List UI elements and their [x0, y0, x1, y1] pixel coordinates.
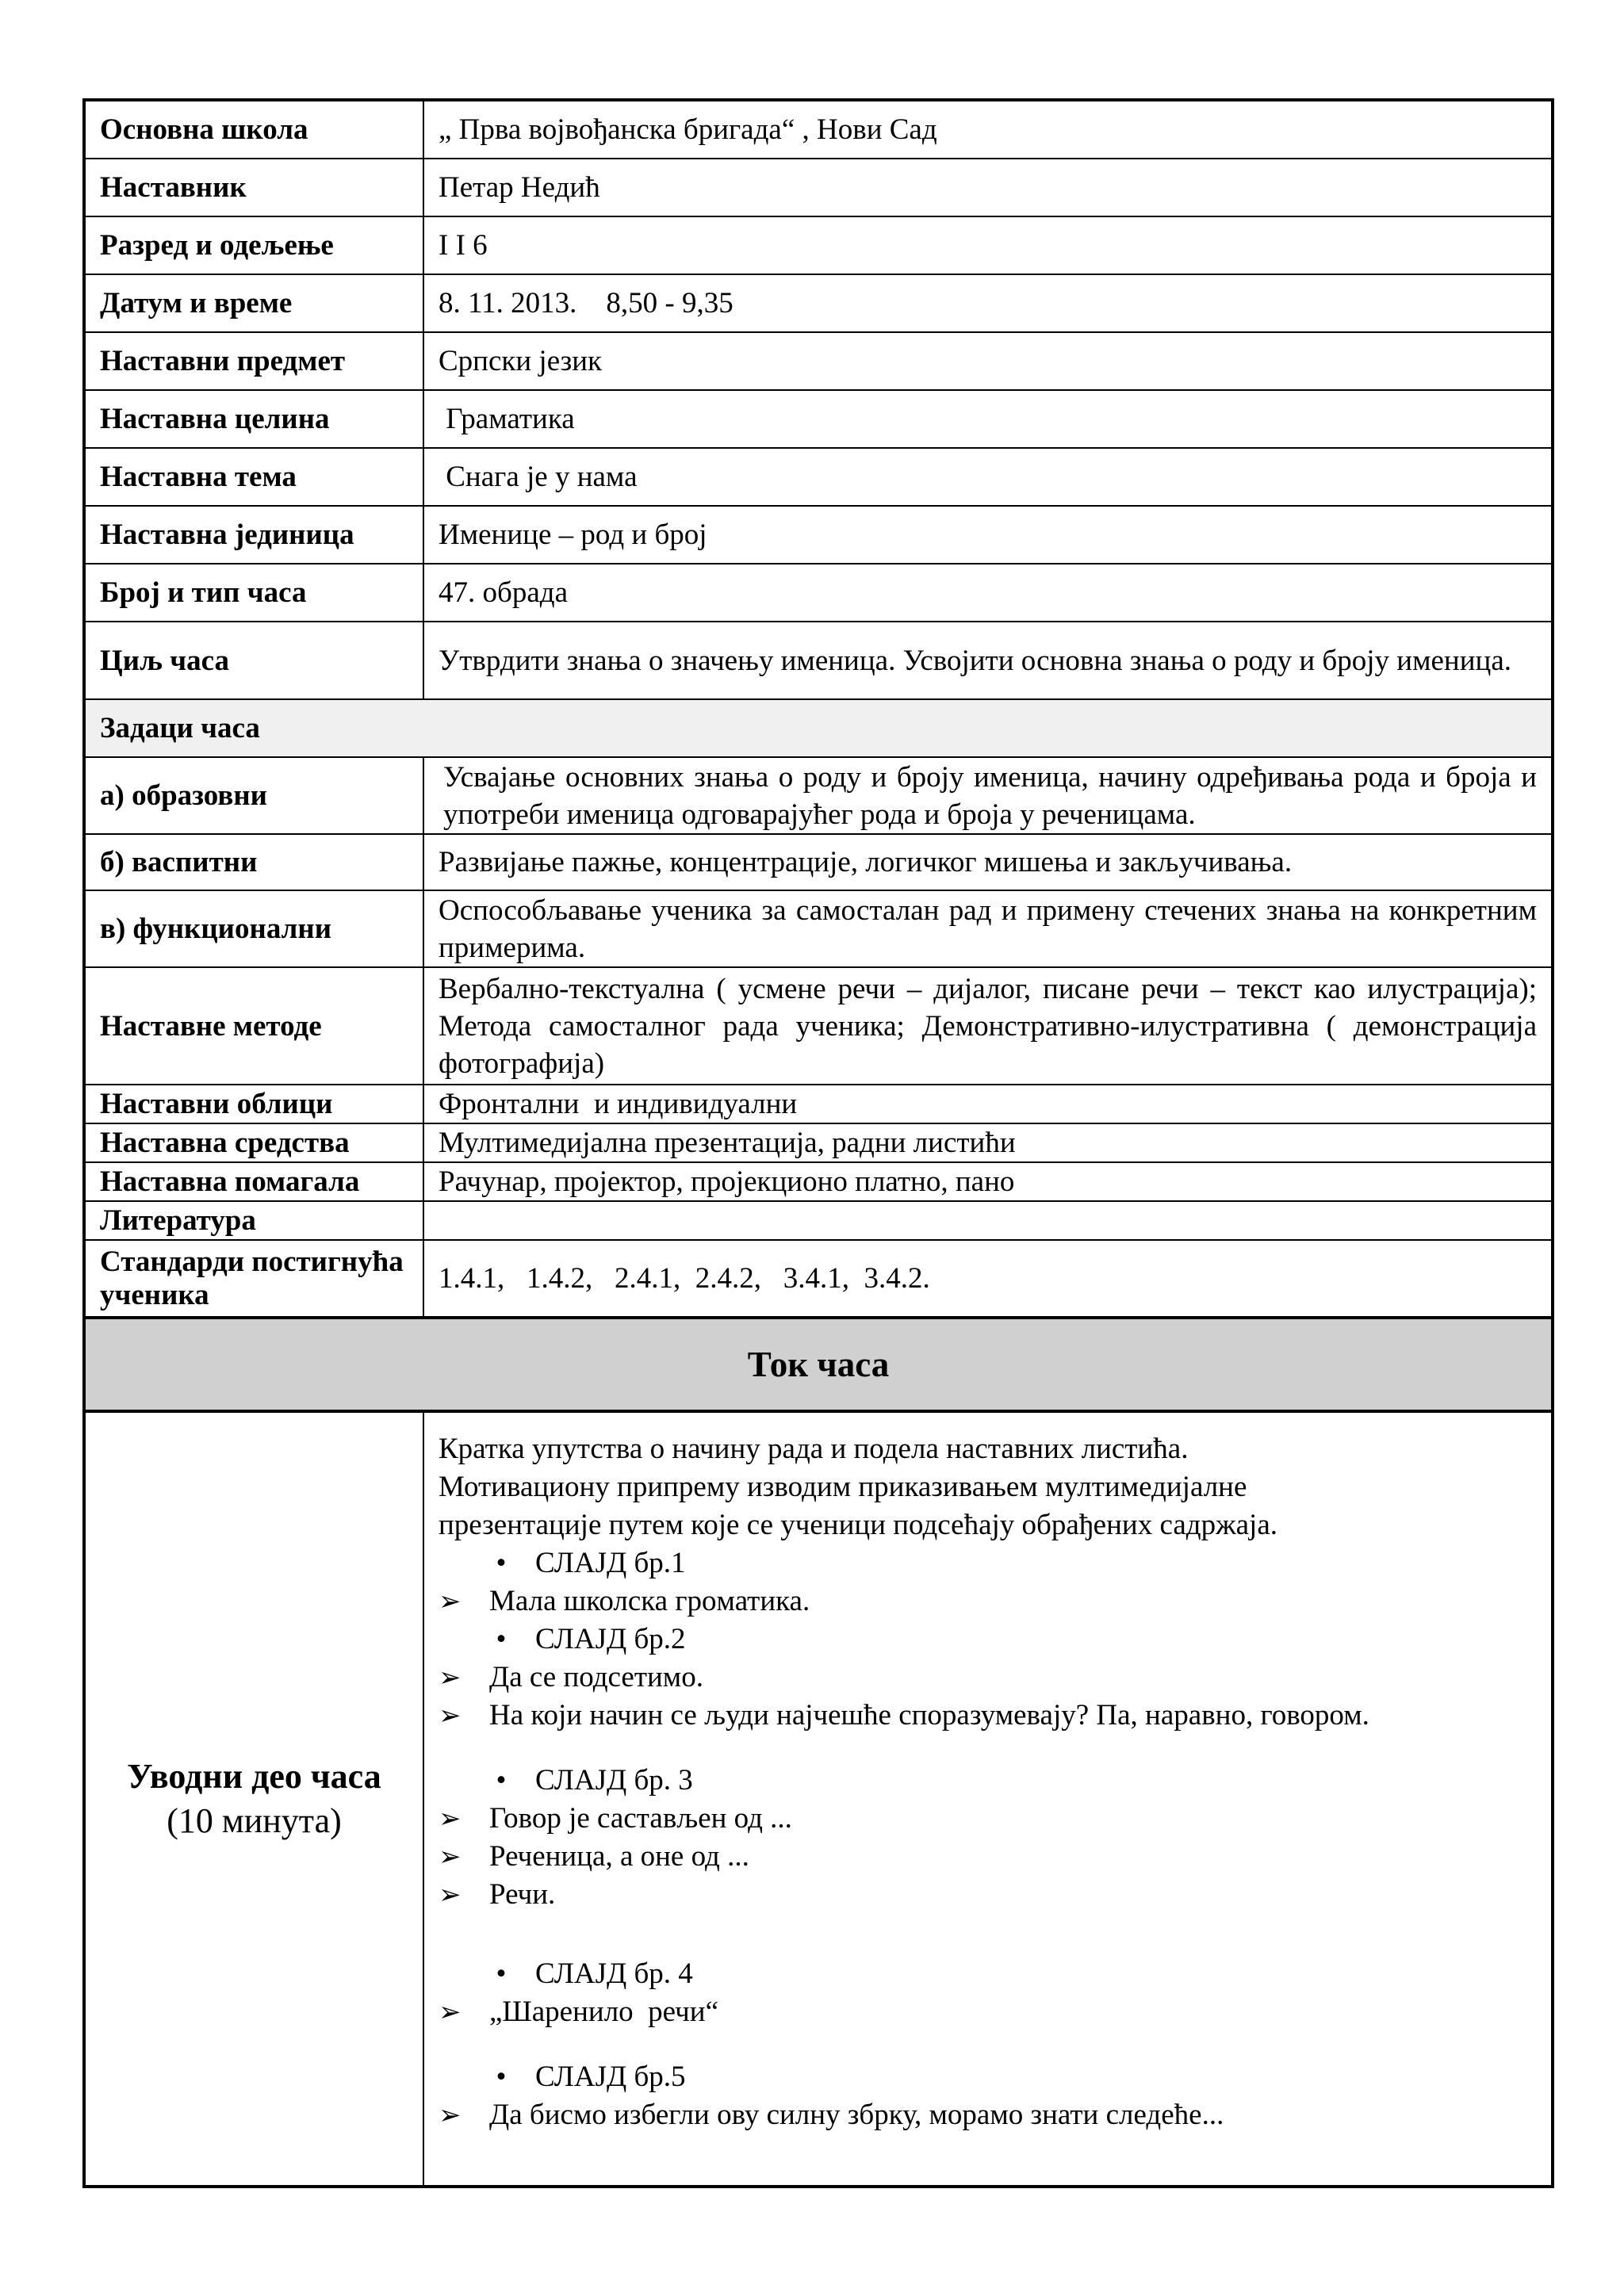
task-label: Наставна помагала: [84, 1162, 423, 1201]
flow-header-row: [84, 1318, 1553, 1411]
task-row: [84, 1162, 1553, 1201]
arrow-bullet-icon: ➢: [439, 1586, 462, 1617]
arrow-item: [439, 1838, 1537, 1876]
arrow-item: [439, 1659, 1537, 1697]
task-value: [423, 1201, 1553, 1240]
info-value: Петар Недић: [423, 159, 1553, 216]
goal-row: [84, 622, 1553, 699]
slide-item: [439, 1762, 1537, 1800]
info-row: [84, 100, 1553, 159]
arrow-bullet-icon: ➢: [439, 1996, 462, 2028]
slide-title: СЛАЈД бр.1: [535, 1547, 686, 1579]
info-row: [84, 390, 1553, 448]
arrow-item: [439, 1800, 1537, 1838]
intro-text-line: презентације путем које се ученици подсећају обрађених садржаја.: [439, 1509, 1278, 1541]
info-row: [84, 332, 1553, 390]
arrow-item-text: Речи.: [489, 1878, 556, 1911]
info-row: [84, 274, 1553, 332]
task-value: Рачунар, пројектор, пројекционо платно, пано: [423, 1162, 1553, 1201]
goal-label: Циљ часа: [84, 622, 423, 699]
arrow-item: [439, 1582, 1537, 1621]
lesson-plan-table: [82, 98, 1554, 2188]
arrow-bullet-icon: ➢: [439, 1700, 462, 1732]
info-row: [84, 506, 1553, 564]
task-row: [84, 1123, 1553, 1162]
task-value: Фронтални и индивидуални: [423, 1085, 1553, 1123]
slide-title: СЛАЈД бр. 4: [535, 1957, 693, 1990]
task-row: [84, 890, 1553, 967]
intro-part-label-cell: [84, 1411, 423, 2187]
task-label: б) васпитни: [84, 834, 423, 890]
flow-header: Ток часа: [84, 1318, 1553, 1411]
intro-text-line: Мотивациону припрему изводим приказивањем мултимедијалне: [439, 1471, 1247, 1503]
info-label: Број и тип часа: [84, 564, 423, 622]
arrow-item-text: На који начин се људи најчешће споразумевају? Па, наравно, говором.: [489, 1699, 1369, 1732]
arrow-item: [439, 2096, 1537, 2134]
task-row: [84, 1240, 1553, 1318]
info-value: Именице – род и број: [423, 506, 1553, 564]
bullet-icon: •: [496, 1957, 507, 1990]
arrow-bullet-icon: ➢: [439, 1803, 462, 1835]
task-row: [84, 757, 1553, 834]
info-value: I I 6: [423, 216, 1553, 274]
lesson-plan: [82, 98, 1551, 2188]
info-row: [84, 564, 1553, 622]
arrow-item-text: Да се подсетимо.: [489, 1661, 703, 1693]
intro-part-title: Уводни део часа: [127, 1757, 381, 1796]
info-label: Наставна целина: [84, 390, 423, 448]
info-value: 8. 11. 2013. 8,50 - 9,35: [423, 274, 1553, 332]
task-label: Наставне методе: [84, 967, 423, 1085]
tasks-header: Задаци часа: [84, 699, 1553, 757]
slide-title: СЛАЈД бр.5: [535, 2061, 686, 2093]
task-row: [84, 1085, 1553, 1123]
arrow-item-text: Да бисмо избегли ову силну збрку, морамо знати следеће...: [489, 2099, 1224, 2131]
info-label: Наставни предмет: [84, 332, 423, 390]
intro-part-duration: (10 минута): [167, 1801, 342, 1840]
arrow-bullet-icon: ➢: [439, 1662, 462, 1693]
info-label: Разред и одељење: [84, 216, 423, 274]
task-label: Наставна средства: [84, 1123, 423, 1162]
bullet-icon: •: [496, 2061, 507, 2093]
slide-item: [439, 1544, 1537, 1582]
task-row: [84, 834, 1553, 890]
slide-item: [439, 1955, 1537, 1993]
task-value: Оспособљавање ученика за самосталан рад и примену стечених знања на конкретним примерима.: [423, 890, 1553, 967]
info-value: Граматика: [423, 390, 1553, 448]
arrow-item-text: Реченица, а оне од ...: [489, 1840, 749, 1873]
info-value: 47. обрада: [423, 564, 1553, 622]
arrow-item-text: Говор је састављен од ...: [489, 1802, 792, 1835]
task-row: [84, 1201, 1553, 1240]
bullet-icon: •: [496, 1623, 507, 1655]
info-label: Датум и време: [84, 274, 423, 332]
arrow-item-text: „Шаренило речи“: [489, 1996, 718, 2028]
info-label: Наставник: [84, 159, 423, 216]
task-value: Мултимедијална презентација, радни листићи: [423, 1123, 1553, 1162]
bullet-icon: •: [496, 1547, 507, 1579]
arrow-item: [439, 1697, 1537, 1735]
info-row: [84, 159, 1553, 216]
goal-value: Утврдити знања о значењу именица. Усвојити основна знања о роду и броју именица.: [423, 622, 1553, 699]
arrow-item: [439, 1876, 1537, 1914]
slide-item: [439, 1621, 1537, 1659]
info-value: Српски језик: [423, 332, 1553, 390]
arrow-bullet-icon: ➢: [439, 1841, 462, 1873]
task-label: Наставни облици: [84, 1085, 423, 1123]
info-row: [84, 448, 1553, 506]
slide-title: СЛАЈД бр.2: [535, 1623, 686, 1655]
arrow-item-text: Мала школска грoматика.: [489, 1585, 810, 1617]
task-value: Развијање пажње, концентрације, логичког мишења и закључивања.: [423, 834, 1553, 890]
tasks-header-row: [84, 699, 1553, 757]
intro-part-content: [423, 1411, 1553, 2187]
task-label: Литература: [84, 1201, 423, 1240]
info-row: [84, 216, 1553, 274]
info-value: Снага је у нама: [423, 448, 1553, 506]
arrow-bullet-icon: ➢: [439, 1879, 462, 1911]
info-value: „ Прва војвођанска бригада“ , Нови Сад: [423, 100, 1553, 159]
task-row: [84, 967, 1553, 1085]
arrow-item: [439, 1993, 1537, 2031]
intro-part-row: [84, 1411, 1553, 2187]
bullet-icon: •: [496, 1764, 507, 1797]
task-value: Вербално-текстуална ( усмене речи – дијалог, писане речи – текст као илустрација); Метода самосталног рада ученика; Демонстративно-илустративна ( демонстрација фотографија): [423, 967, 1553, 1085]
task-label: Стандарди постигнућа ученика: [84, 1240, 423, 1318]
slide-item: [439, 2058, 1537, 2096]
slide-title: СЛАЈД бр. 3: [535, 1764, 693, 1797]
arrow-bullet-icon: ➢: [439, 2099, 462, 2131]
info-label: Основна школа: [84, 100, 423, 159]
task-value: 1.4.1, 1.4.2, 2.4.1, 2.4.2, 3.4.1, 3.4.2.: [423, 1240, 1553, 1318]
task-label: а) образовни: [84, 757, 423, 834]
task-label: в) функционални: [84, 890, 423, 967]
info-label: Наставна јединица: [84, 506, 423, 564]
info-label: Наставна тема: [84, 448, 423, 506]
intro-text-line: Кратка упутства о начину рада и подела наставних листића.: [439, 1433, 1189, 1465]
task-value: Усвајање основних знања о роду и броју именица, начину одређивања рода и броја и употреби именица одговарајућег рода и броја у реченицама.: [423, 757, 1553, 834]
